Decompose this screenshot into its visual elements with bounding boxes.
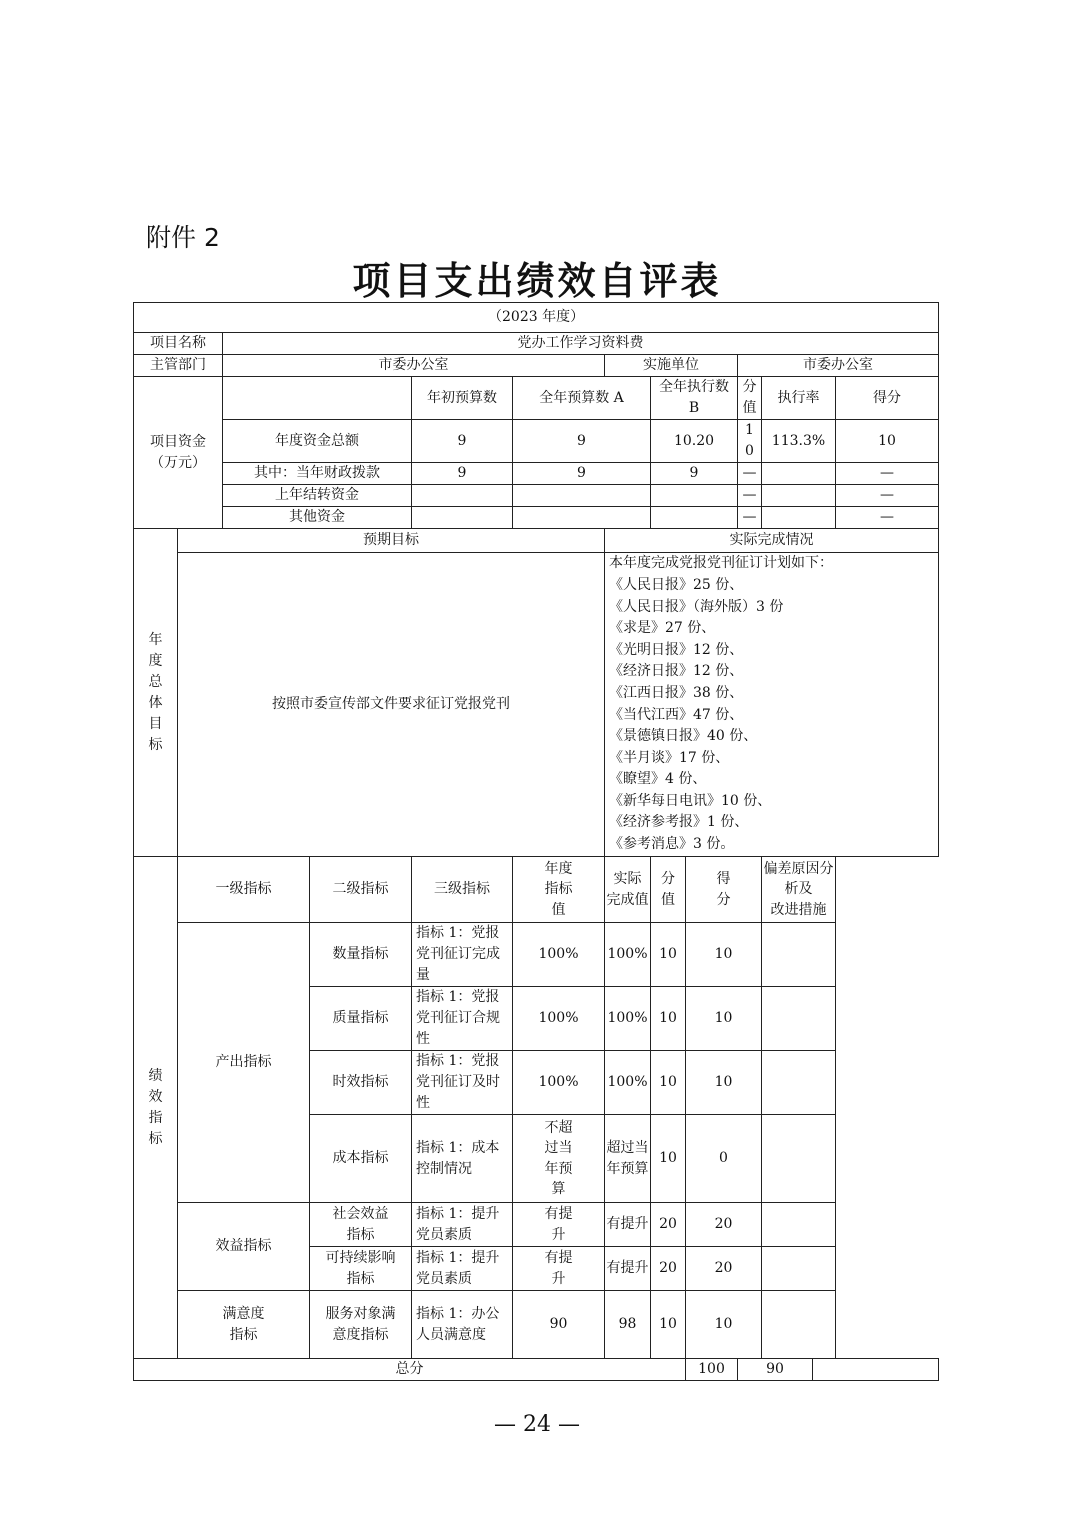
analysis-value <box>762 1051 836 1115</box>
funds-cell: — <box>836 485 939 507</box>
actual-result-line: 本年度完成党报党刊征订计划如下： <box>609 555 833 572</box>
indicators-label-text: 绩效指标 <box>148 1067 163 1147</box>
level1-indicator <box>178 1203 310 1291</box>
target-value-line: 升 <box>551 1226 566 1243</box>
level2-indicator-line: 数量指标 <box>332 946 389 963</box>
actual-result-line: 《人民日报》25 份、 <box>609 576 744 593</box>
score-value: 10 <box>651 1115 686 1203</box>
actual-result-line: 《瞭望》4 份、 <box>609 771 707 788</box>
actual-result-line: 《参考消息》3 份。 <box>609 836 735 853</box>
actual-value <box>605 1203 651 1247</box>
funds-cell: 10 <box>836 420 939 463</box>
funds-row-label: 其他资金 <box>223 507 412 529</box>
indicator-row <box>134 1291 939 1359</box>
got-value: 20 <box>686 1247 762 1291</box>
level2-indicator <box>310 1203 412 1247</box>
target-value-line: 不超 <box>544 1119 573 1136</box>
level2-indicator-line: 时效指标 <box>332 1074 389 1091</box>
funds-label-text: 项目资金 <box>150 433 206 450</box>
target-value-line: 90 <box>549 1316 568 1333</box>
header-score-line: 值 <box>661 891 675 908</box>
funds-cell <box>412 507 513 529</box>
score-value: 10 <box>651 923 686 987</box>
header-analysis-line: 偏差原因分析及 <box>763 861 834 898</box>
level1-indicator <box>178 923 310 1203</box>
header-actual-line: 实际 <box>613 871 642 888</box>
page-title: 项目支出绩效自评表 <box>352 259 722 303</box>
actual-value <box>605 923 651 987</box>
actual-value <box>605 1051 651 1115</box>
analysis-value <box>762 1115 836 1203</box>
analysis-value <box>762 1291 836 1359</box>
funds-header-blank <box>223 377 412 420</box>
funds-row <box>134 463 939 485</box>
indicator-row <box>134 1203 939 1247</box>
total-row <box>134 1359 939 1381</box>
funds-row <box>134 485 939 507</box>
actual-value-line: 年预算 <box>606 1160 649 1177</box>
analysis-value <box>762 1203 836 1247</box>
funds-cell <box>513 485 651 507</box>
header-score-line: 分 <box>661 871 675 888</box>
header-level2: 二级指标 <box>310 857 412 923</box>
actual-result-text <box>605 553 939 857</box>
level1-indicator-line: 满意度 <box>222 1306 265 1323</box>
expected-goal-text: 按照市委宣传部文件要求征订党报党刊 <box>178 553 605 857</box>
funds-row-label: 其中：当年财政拨款 <box>223 463 412 485</box>
funds-row <box>134 420 939 463</box>
expected-goal-header: 预期目标 <box>178 529 605 553</box>
actual-result-line: 《当代江西》47 份、 <box>609 706 744 723</box>
got-value: 10 <box>686 923 762 987</box>
level2-indicator <box>310 1247 412 1291</box>
target-value-line: 年预 <box>544 1160 573 1177</box>
actual-result-line: 《经济参考报》1 份、 <box>609 814 749 831</box>
target-value-line: 100% <box>538 1010 579 1027</box>
actual-result-line: 《半月谈》17 份、 <box>609 749 730 766</box>
header-got-line: 得 <box>716 871 731 888</box>
level3-indicator: 指标 1：党报党刊征订完成量 <box>412 923 513 987</box>
actual-result-line: 《经济日报》12 份、 <box>609 663 744 680</box>
level2-indicator-line: 服务对象满 <box>325 1306 396 1323</box>
got-value: 10 <box>686 1051 762 1115</box>
funds-cell: — <box>738 485 762 507</box>
level3-indicator: 指标 1：党报党刊征订合规性 <box>412 987 513 1051</box>
actual-value-line: 98 <box>618 1316 637 1333</box>
score-value: 10 <box>651 1291 686 1359</box>
target-value <box>513 987 605 1051</box>
funds-row <box>134 507 939 529</box>
indicator-header-row <box>134 857 939 923</box>
target-value <box>513 1115 605 1203</box>
header-target-line: 值 <box>551 901 566 918</box>
actual-value-line: 有提升 <box>606 1216 649 1233</box>
actual-result-line: 《人民日报》（海外版）3 份 <box>609 598 784 615</box>
header-score <box>651 857 686 923</box>
funds-label <box>134 377 223 529</box>
level2-indicator-line: 指标 <box>346 1270 375 1287</box>
goals-label-text: 年度总体目标 <box>148 631 163 753</box>
actual-result-line: 《新华每日电讯》10 份、 <box>609 792 772 809</box>
funds-row-label: 上年结转资金 <box>223 485 412 507</box>
level2-indicator <box>310 923 412 987</box>
level2-indicator-line: 可持续影响 <box>325 1250 396 1267</box>
score-value: 20 <box>651 1203 686 1247</box>
header-target-line: 指标 <box>544 881 573 898</box>
actual-value-line: 100% <box>607 1074 648 1091</box>
header-actual-line: 完成值 <box>606 891 649 908</box>
level2-indicator-line: 质量指标 <box>332 1010 389 1027</box>
analysis-value <box>762 987 836 1051</box>
level2-indicator-line: 意度指标 <box>332 1326 389 1343</box>
indicators-label <box>134 857 178 1359</box>
level3-indicator: 指标 1：提升党员素质 <box>412 1203 513 1247</box>
target-value <box>513 1051 605 1115</box>
funds-cell: 9 <box>651 463 738 485</box>
target-value-line: 100% <box>538 1074 579 1091</box>
level2-indicator <box>310 987 412 1051</box>
funds-cell: 113.3% <box>762 420 836 463</box>
funds-cell: — <box>738 507 762 529</box>
funds-unit: （万元） <box>150 454 206 471</box>
header-got <box>686 857 762 923</box>
score-value: 20 <box>651 1247 686 1291</box>
level1-indicator-line: 产出指标 <box>215 1054 272 1071</box>
funds-row-label: 年度资金总额 <box>223 420 412 463</box>
actual-result-line: 《求是》27 份、 <box>609 620 716 637</box>
level1-indicator <box>178 1291 310 1359</box>
project-name: 党办工作学习资料费 <box>223 333 939 355</box>
funds-cell: 9 <box>412 420 513 463</box>
level2-indicator-line: 指标 <box>346 1226 375 1243</box>
funds-cell <box>762 507 836 529</box>
header-got-line: 分 <box>716 891 731 908</box>
level3-indicator: 指标 1：党报党刊征订及时性 <box>412 1051 513 1115</box>
actual-value <box>605 987 651 1051</box>
target-value-line: 有提 <box>544 1206 573 1223</box>
actual-result-lines <box>609 553 934 855</box>
funds-cell: 9 <box>513 420 651 463</box>
got-value: 20 <box>686 1203 762 1247</box>
dept-label: 主管部门 <box>134 355 223 377</box>
actual-value-line: 有提升 <box>606 1260 649 1277</box>
header-level1: 一级指标 <box>178 857 310 923</box>
target-value <box>513 1247 605 1291</box>
indicator-row <box>134 923 939 987</box>
got-value: 10 <box>686 1291 762 1359</box>
actual-value <box>605 1247 651 1291</box>
level2-indicator <box>310 1115 412 1203</box>
funds-header-score: 分值 <box>738 377 762 420</box>
actual-result-header: 实际完成情况 <box>605 529 939 553</box>
funds-cell <box>762 463 836 485</box>
actual-value <box>605 1115 651 1203</box>
funds-header-got: 得分 <box>836 377 939 420</box>
actual-value-line: 100% <box>607 1010 648 1027</box>
total-got: 90 <box>738 1359 813 1381</box>
funds-cell: 10.20 <box>651 420 738 463</box>
header-target-line: 年度 <box>544 861 573 878</box>
target-value <box>513 1203 605 1247</box>
target-value-line: 过当 <box>544 1140 573 1157</box>
target-value-line: 算 <box>551 1180 566 1197</box>
actual-value-line: 超过当 <box>606 1140 649 1157</box>
total-blank <box>813 1359 939 1381</box>
page-number: — 24 — <box>494 1412 580 1437</box>
score-value: 10 <box>651 987 686 1051</box>
funds-cell: 9 <box>412 463 513 485</box>
level2-indicator <box>310 1291 412 1359</box>
actual-value <box>605 1291 651 1359</box>
level2-indicator-line: 社会效益 <box>332 1206 389 1223</box>
funds-header-annual-budget: 全年预算数 A <box>513 377 651 420</box>
level2-indicator <box>310 1051 412 1115</box>
level2-indicator-line: 成本指标 <box>332 1150 389 1167</box>
funds-cell: — <box>836 507 939 529</box>
project-name-label: 项目名称 <box>134 333 223 355</box>
got-value: 0 <box>686 1115 762 1203</box>
actual-value-line: 100% <box>607 946 648 963</box>
dept-value: 市委办公室 <box>223 355 605 377</box>
funds-cell <box>651 507 738 529</box>
funds-cell: — <box>836 463 939 485</box>
target-value-line: 有提 <box>544 1250 573 1267</box>
funds-cell <box>762 485 836 507</box>
impl-value: 市委办公室 <box>738 355 939 377</box>
goals-label <box>134 529 178 857</box>
funds-header-executed: 全年执行数 B <box>651 377 738 420</box>
target-value <box>513 1291 605 1359</box>
target-value-line: 升 <box>551 1270 566 1287</box>
funds-header-rate: 执行率 <box>762 377 836 420</box>
attachment-label: 附件 2 <box>146 223 220 252</box>
header-actual <box>605 857 651 923</box>
header-level3: 三级指标 <box>412 857 513 923</box>
funds-cell: — <box>738 463 762 485</box>
total-label: 总分 <box>134 1359 686 1381</box>
level1-indicator-line: 指标 <box>229 1326 258 1343</box>
level1-indicator-line: 效益指标 <box>215 1238 272 1255</box>
funds-cell <box>513 507 651 529</box>
funds-header-initial-budget: 年初预算数 <box>412 377 513 420</box>
header-analysis <box>762 857 836 923</box>
total-score: 100 <box>686 1359 738 1381</box>
actual-result-line: 《江西日报》38 份、 <box>609 684 744 701</box>
header-analysis-line: 改进措施 <box>770 901 827 918</box>
actual-result-line: 《光明日报》12 份、 <box>609 641 744 658</box>
actual-result-line: 《景德镇日报》40 份、 <box>609 728 758 745</box>
impl-label: 实施单位 <box>605 355 738 377</box>
header-target <box>513 857 605 923</box>
analysis-value <box>762 1247 836 1291</box>
level3-indicator: 指标 1：提升党员素质 <box>412 1247 513 1291</box>
level3-indicator: 指标 1：办公人员满意度 <box>412 1291 513 1359</box>
target-value-line: 100% <box>538 946 579 963</box>
got-value: 10 <box>686 987 762 1051</box>
funds-cell: 10 <box>738 420 762 463</box>
funds-cell: 9 <box>513 463 651 485</box>
funds-cell <box>412 485 513 507</box>
evaluation-table <box>133 302 939 1381</box>
target-value <box>513 923 605 987</box>
level3-indicator: 指标 1：成本控制情况 <box>412 1115 513 1203</box>
funds-cell <box>651 485 738 507</box>
score-value: 10 <box>651 1051 686 1115</box>
analysis-value <box>762 923 836 987</box>
year-label: （2023 年度） <box>134 303 939 333</box>
